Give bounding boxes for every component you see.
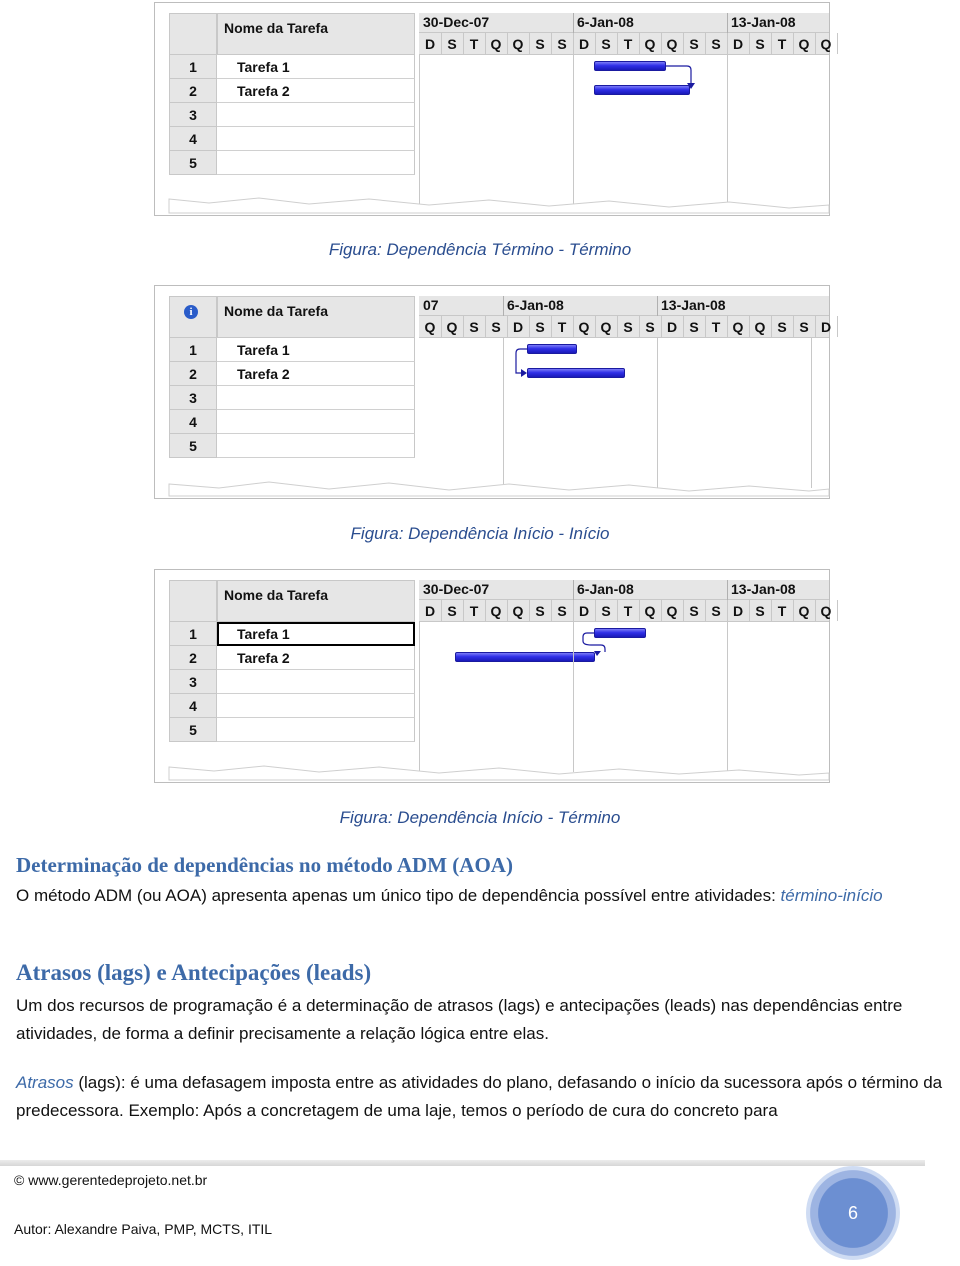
column-header-task-name: Nome da Tarefa (217, 296, 415, 338)
row-number: 3 (169, 103, 217, 127)
row-number: 2 (169, 79, 217, 103)
timescale-day-label: D (661, 316, 684, 337)
gantt-chart-area (419, 580, 832, 780)
figure-caption-1: Figura: Dependência Término - Término (328, 240, 632, 259)
timescale-day-label: S (463, 316, 486, 337)
timescale-day-label: T (463, 33, 486, 54)
week-gridline (503, 338, 504, 488)
row-header-corner (169, 580, 217, 622)
timescale-week-label: 6-Jan-08 (577, 581, 634, 597)
row-number: 4 (169, 694, 217, 718)
timescale-day-label: T (617, 33, 640, 54)
timescale-day-label: Q (441, 316, 464, 337)
gantt-chart-area (419, 296, 832, 496)
timescale-day-label: Q (485, 33, 508, 54)
timescale-day-label: S (793, 316, 816, 337)
timescale-week-label: 30-Dec-07 (423, 581, 490, 597)
timescale-day-label: Q (793, 600, 816, 621)
timescale-day-label: Q (419, 316, 442, 337)
torn-edge (169, 195, 829, 213)
timescale-day-label: Q (639, 33, 662, 54)
week-gridline (573, 55, 574, 205)
task-name-cell (217, 434, 415, 458)
task-name-cell (217, 670, 415, 694)
task-name-cell (217, 127, 415, 151)
timescale-day-label: D (507, 316, 530, 337)
figure-caption-3: Figura: Dependência Início - Término (339, 808, 621, 827)
timescale-day-label: S (485, 316, 508, 337)
timescale-day-label: T (463, 600, 486, 621)
timescale-day-label: Q (639, 600, 662, 621)
timescale-day-label: Q (507, 600, 530, 621)
row-number: 1 (169, 338, 217, 362)
footer-rule (0, 1160, 925, 1166)
row-number: 4 (169, 410, 217, 434)
section-heading-lags: Atrasos (lags) e Antecipações (leads) (16, 960, 372, 985)
figure-caption-2: Figura: Dependência Início - Início (350, 524, 610, 543)
timescale-day-label: S (683, 316, 706, 337)
timescale-day-label: S (771, 316, 794, 337)
timescale-day-label: D (815, 316, 838, 337)
timescale-day-label: Q (595, 316, 618, 337)
timescale-day-label: Q (507, 33, 530, 54)
row-number: 3 (169, 386, 217, 410)
timescale-day-label: S (441, 600, 464, 621)
dependency-arrow (419, 13, 829, 213)
row-number: 5 (169, 434, 217, 458)
row-number: 2 (169, 646, 217, 670)
timescale-day-label: S (551, 600, 574, 621)
column-header-task-name: Nome da Tarefa (217, 580, 415, 622)
task-name-cell: Tarefa 2 (217, 646, 415, 670)
gantt-figure-1 (154, 2, 830, 216)
task-table (169, 13, 415, 213)
row-number: 3 (169, 670, 217, 694)
timescale-day-label: Q (815, 600, 838, 621)
task-name-cell (217, 410, 415, 434)
timescale-day-label: T (771, 33, 794, 54)
timescale-day-label: Q (793, 33, 816, 54)
paragraph-aoa-text: O método ADM (ou AOA) apresenta apenas um único tipo de dependência possível entre atividades: (16, 886, 781, 905)
timescale-day-label: T (771, 600, 794, 621)
timescale-day-label: Q (815, 33, 838, 54)
timescale-day-label: D (419, 33, 442, 54)
timescale-day-label: D (419, 600, 442, 621)
week-gridline (657, 338, 658, 488)
timescale-day-label: S (683, 600, 706, 621)
timescale-day-label: S (441, 33, 464, 54)
timescale-day-label: T (705, 316, 728, 337)
task-name-cell (217, 103, 415, 127)
torn-edge (169, 762, 829, 780)
paragraph-atrasos-text: (lags): é uma defasagem imposta entre as atividades do plano, defasando o início da sucessora após o término da predecessora. Exemplo: Após a concretagem de uma laje, temos o período de cura do concreto para (16, 1073, 943, 1120)
timescale-day-label: D (727, 33, 750, 54)
timescale-day-label: Q (661, 33, 684, 54)
week-gridline (811, 338, 812, 488)
timescale-week-label: 30-Dec-07 (423, 14, 490, 30)
week-gridline (727, 55, 728, 205)
timescale-day-label: Q (661, 600, 684, 621)
gantt-view (169, 296, 832, 496)
timescale-day-label: Q (485, 600, 508, 621)
row-number: 5 (169, 718, 217, 742)
timescale-day-label: S (749, 600, 772, 621)
page-number-badge (806, 1166, 900, 1260)
task-table (169, 296, 415, 496)
dependency-arrow (419, 296, 829, 496)
timescale-day-label: S (529, 33, 552, 54)
accent-term-termino-inicio: término-início (780, 886, 883, 905)
task-name-cell: Tarefa 1 (217, 338, 415, 362)
timescale-week-label: 07 (423, 297, 439, 313)
timescale-day-label: S (749, 33, 772, 54)
timescale-day-label: S (595, 33, 618, 54)
row-number: 2 (169, 362, 217, 386)
row-number: 5 (169, 151, 217, 175)
info-icon: i (184, 305, 198, 319)
row-header-corner (169, 13, 217, 55)
gantt-chart-area (419, 13, 832, 213)
task-table (169, 580, 415, 780)
timescale-day-label: Q (727, 316, 750, 337)
task-name-cell: Tarefa 1 (217, 55, 415, 79)
row-number: 1 (169, 622, 217, 646)
timescale-week-label: 13-Jan-08 (661, 297, 726, 313)
timescale-day-label: S (639, 316, 662, 337)
row-number: 4 (169, 127, 217, 151)
footer-website: © www.gerentedeprojeto.net.br (14, 1172, 208, 1188)
timescale-day-label: T (617, 600, 640, 621)
task-name-cell (217, 151, 415, 175)
gantt-figure-3 (154, 569, 830, 783)
timescale-day-label: S (595, 600, 618, 621)
timescale-week-label: 6-Jan-08 (507, 297, 564, 313)
timescale-day-label: S (705, 33, 728, 54)
dependency-arrow (419, 580, 829, 780)
column-header-task-name: Nome da Tarefa (217, 13, 415, 55)
paragraph-aoa (16, 882, 956, 910)
week-gridline (727, 622, 728, 772)
week-gridline (419, 622, 420, 772)
page-number: 6 (847, 1203, 858, 1223)
timescale-week-label: 13-Jan-08 (731, 14, 796, 30)
section-heading-aoa: Determinação de dependências no método ADM (AOA) (16, 853, 513, 877)
task-name-cell (217, 718, 415, 742)
footer-author: Autor: Alexandre Paiva, PMP, MCTS, ITIL (14, 1221, 273, 1237)
timescale-day-label: D (573, 600, 596, 621)
paragraph-atrasos (16, 1069, 956, 1125)
paragraph-lags: Um dos recursos de programação é a determinação de atrasos (lags) e antecipações (leads) nas dependências entre atividades, de forma a definir precisamente a relação lógica entre elas. (16, 996, 903, 1043)
gantt-view (169, 13, 832, 213)
row-header-corner (169, 296, 217, 338)
timescale-day-label: D (573, 33, 596, 54)
timescale-day-label: Q (749, 316, 772, 337)
timescale-day-label: S (683, 33, 706, 54)
timescale-day-label: S (617, 316, 640, 337)
task-name-cell (217, 386, 415, 410)
timescale-week-label: 13-Jan-08 (731, 581, 796, 597)
row-number: 1 (169, 55, 217, 79)
task-name-cell: Tarefa 2 (217, 362, 415, 386)
timescale-day-label: Q (573, 316, 596, 337)
timescale-week-label: 6-Jan-08 (577, 14, 634, 30)
task-name-cell: Tarefa 2 (217, 79, 415, 103)
accent-term-atrasos: Atrasos (16, 1073, 74, 1092)
timescale-day-label: S (529, 316, 552, 337)
timescale-day-label: D (727, 600, 750, 621)
week-gridline (419, 55, 420, 205)
task-name-cell-selected: Tarefa 1 (217, 622, 415, 646)
timescale-day-label: S (705, 600, 728, 621)
timescale-day-label: S (529, 600, 552, 621)
timescale-day-label: T (551, 316, 574, 337)
torn-edge (169, 478, 829, 496)
gantt-figure-2 (154, 285, 830, 499)
task-name-cell (217, 694, 415, 718)
week-gridline (573, 622, 574, 772)
timescale-day-label: S (551, 33, 574, 54)
gantt-view (169, 580, 832, 780)
